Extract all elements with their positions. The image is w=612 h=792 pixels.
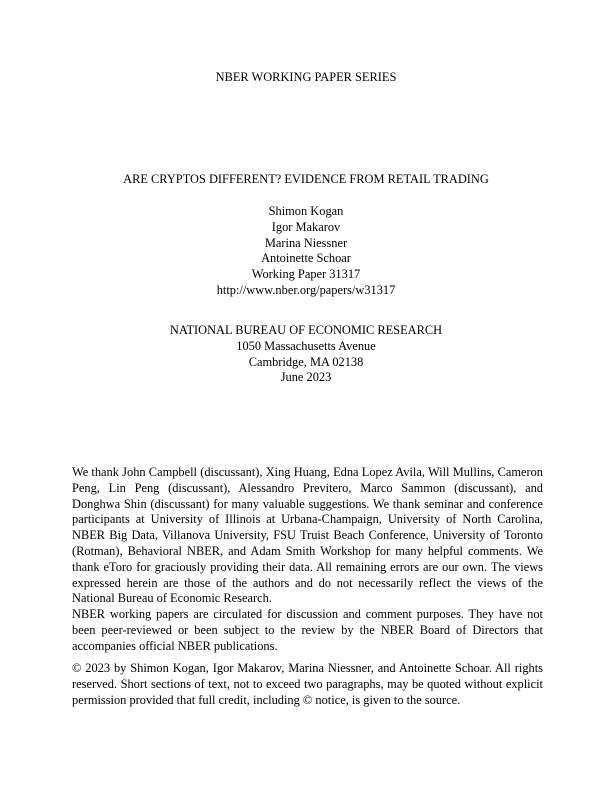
series-label: NBER WORKING PAPER SERIES	[215, 70, 397, 84]
author-list	[0, 204, 612, 267]
author-name: Marina Niessner	[264, 235, 348, 250]
publisher-block	[0, 323, 612, 386]
acknowledgements-paragraph: We thank John Campbell (discussant), Xing Huang, Edna Lopez Avila, Will Mullins, Cameron Peng, Lin Peng (discussant), Alessandro Previtero, Marco Sammon (discussant), and Donghwa Shin (discussant) for many valuable suggestions. We thank seminar and conference participants at University of Illinois at Urbana-Champaign, University of North Carolina, NBER Big Data, Villanova University, FSU Truist Beach Conference, University of Toronto (Rotman), Behavioral NBER, and Adam Smith Workshop for many helpful comments. We thank eToro for graciously providing their data. All remaining errors are our own. The views expressed herein are those of the authors and do not necessarily reflect the views of the National Bureau of Economic Research.	[72, 465, 543, 606]
disclaimer-section	[72, 607, 543, 654]
author-name: Antoinette Schoar	[261, 251, 351, 266]
publisher-city: Cambridge, MA 02138	[248, 354, 364, 369]
copyright-paragraph: © 2023 by Shimon Kogan, Igor Makarov, Marina Niessner, and Antoinette Schoar. All rights reserved. Short sections of text, not to exceed two paragraphs, may be quoted without explicit permission provided that full credit, including © notice, is given to the source.	[72, 661, 543, 707]
author-name: Shimon Kogan	[268, 204, 344, 218]
publisher-name: NATIONAL BUREAU OF ECONOMIC RESEARCH	[169, 323, 443, 337]
paper-url[interactable]: http://www.nber.org/papers/w31317	[216, 282, 396, 297]
publisher-street: 1050 Massachusetts Avenue	[236, 338, 376, 353]
copyright-section	[72, 661, 543, 708]
author-name: Igor Makarov	[271, 219, 341, 234]
acknowledgements-section	[72, 465, 543, 607]
working-paper-info	[0, 267, 612, 299]
working-paper-number: Working Paper 31317	[251, 267, 361, 281]
publication-date: June 2023	[280, 370, 332, 385]
disclaimer-paragraph: NBER working papers are circulated for discussion and comment purposes. They have not been peer-reviewed or been subject to the review by the NBER Board of Directors that accompanies official NBER publications.	[72, 607, 543, 653]
paper-title: ARE CRYPTOS DIFFERENT? EVIDENCE FROM RETAIL TRADING	[123, 172, 489, 186]
